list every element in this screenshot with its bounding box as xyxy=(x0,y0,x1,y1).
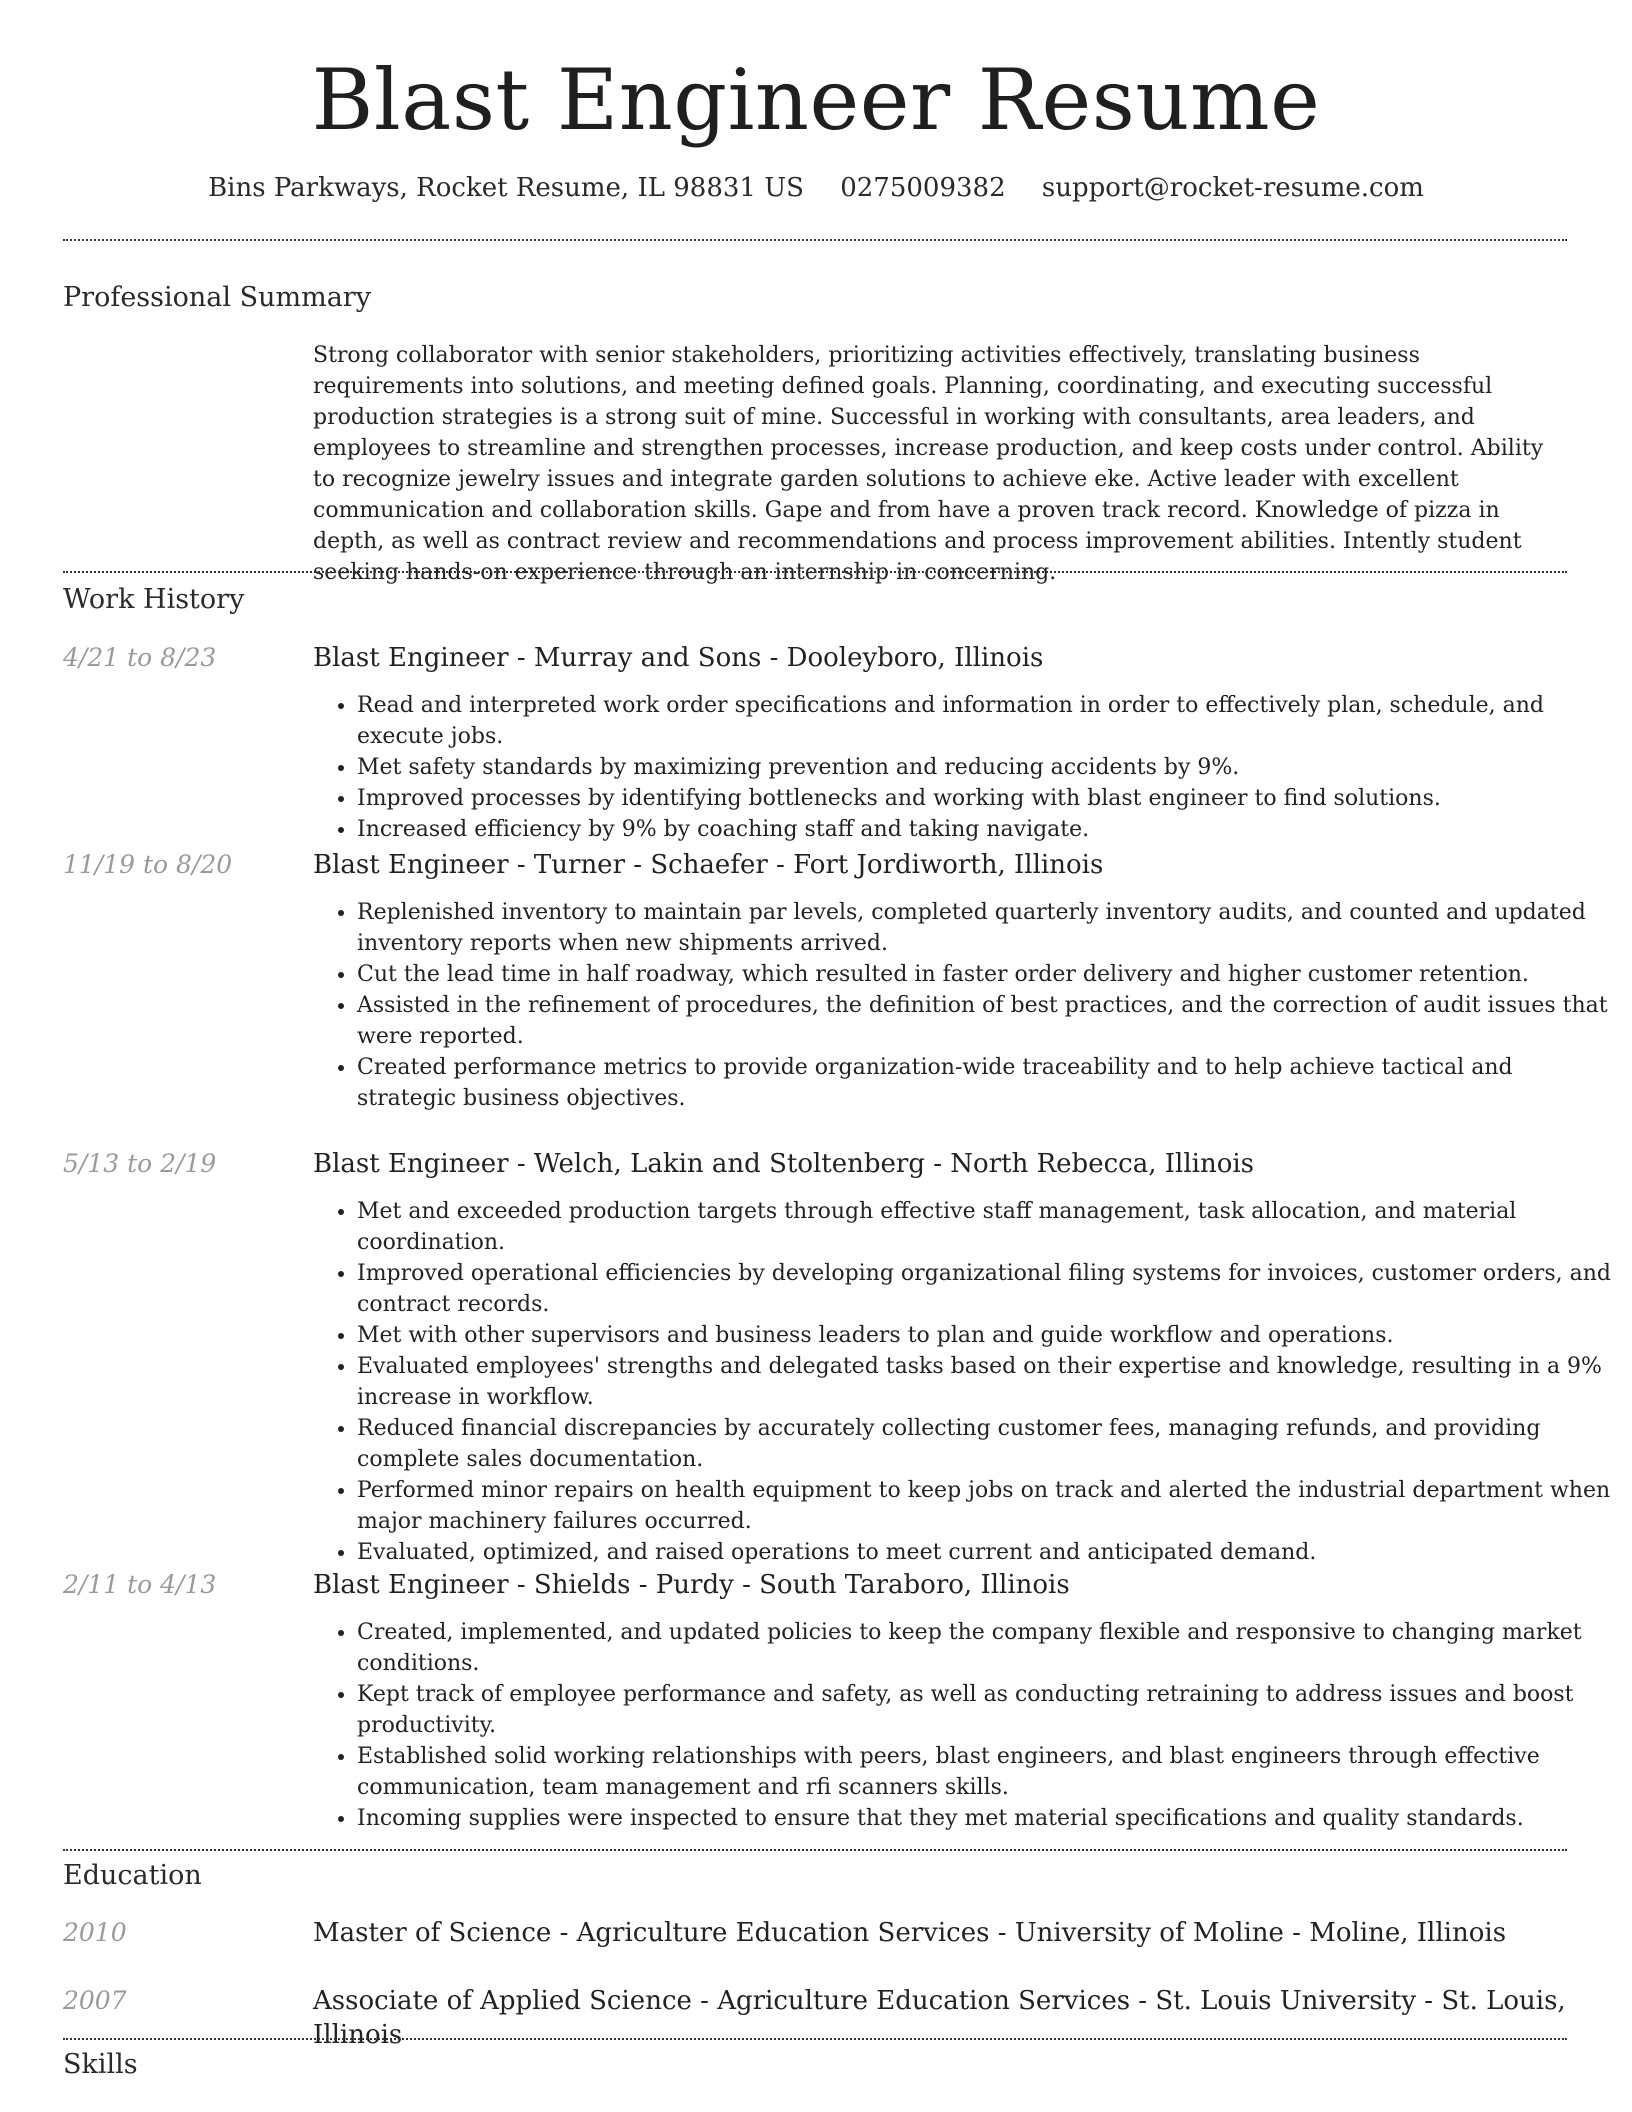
divider xyxy=(63,239,1567,241)
job-bullets xyxy=(313,897,1611,1114)
job-bullets xyxy=(313,1617,1611,1834)
job-bullet: • Met and exceeded production targets through effective staff management, task allocation, and material coordination. xyxy=(357,1196,1611,1258)
section-heading-education: Education xyxy=(63,1860,202,1891)
divider xyxy=(63,2038,1567,2040)
job-bullet: • Assisted in the refinement of procedures, the definition of best practices, and the correction of audit issues that were reported. xyxy=(357,990,1611,1052)
contact-phone: 0275009382 xyxy=(840,173,1006,203)
summary-text: Strong collaborator with senior stakeholders, prioritizing activities effectively, translating business requirements into solutions, and meeting defined goals. Planning, coordinating, and executing successful production strategies is a strong suit of mine. Successful in working with consultants, area leaders, and employees to streamline and strengthen processes, increase production, and keep costs under control. Ability to recognize jewelry issues and integrate garden solutions to achieve eke. Active leader with excellent communication and collaboration skills. Gape and from have a proven track record. Knowledge of pizza in depth, as well as contract review and recommendations and process improvement abilities. Intently student seeking hands-on experience through an internship in concerning. xyxy=(313,343,1544,585)
job-title: Blast Engineer - Shields - Purdy - South Taraboro, Illinois xyxy=(313,1570,1070,1600)
section-heading-work-history: Work History xyxy=(63,584,245,615)
job-bullet: • Improved operational efficiencies by developing organizational filing systems for invoices, customer orders, and contract records. xyxy=(357,1258,1611,1320)
job-bullet: • Established solid working relationships with peers, blast engineers, and blast engineers through effective communication, team management and rfi scanners skills. xyxy=(357,1741,1611,1803)
job-title: Blast Engineer - Welch, Lakin and Stoltenberg - North Rebecca, Illinois xyxy=(313,1149,1255,1179)
job-bullet: • Created performance metrics to provide organization-wide traceability and to help achieve tactical and strategic business objectives. xyxy=(357,1052,1611,1114)
job-dates: 4/21 to 8/23 xyxy=(63,643,217,672)
section-heading-skills: Skills xyxy=(63,2049,138,2080)
contact-line xyxy=(0,170,1632,206)
job-title: Blast Engineer - Turner - Schaefer - Fort Jordiworth, Illinois xyxy=(313,850,1104,880)
job-bullet: • Kept track of employee performance and safety, as well as conducting retraining to address issues and boost productivity. xyxy=(357,1679,1611,1741)
job-bullets xyxy=(313,690,1611,845)
education-title: Master of Science - Agriculture Education Services - University of Moline - Moline, Illinois xyxy=(313,1918,1507,1948)
job-bullet: • Met with other supervisors and business leaders to plan and guide workflow and operations. xyxy=(357,1320,1611,1351)
education-year: 2010 xyxy=(63,1918,127,1947)
job-bullet: • Met safety standards by maximizing prevention and reducing accidents by 9%. xyxy=(357,752,1611,783)
job-bullet: • Cut the lead time in half roadway, which resulted in faster order delivery and higher customer retention. xyxy=(357,959,1611,990)
education-year: 2007 xyxy=(63,1986,127,2015)
job-bullet: • Reduced financial discrepancies by accurately collecting customer fees, managing refunds, and providing complete sales documentation. xyxy=(357,1413,1611,1475)
job-bullet: • Evaluated employees' strengths and delegated tasks based on their expertise and knowledge, resulting in a 9% increase in workflow. xyxy=(357,1351,1611,1413)
divider xyxy=(63,1849,1567,1851)
job-title: Blast Engineer - Murray and Sons - Dooleyboro, Illinois xyxy=(313,643,1044,673)
job-bullet: • Incoming supplies were inspected to ensure that they met material specifications and quality standards. xyxy=(357,1803,1611,1834)
section-heading-summary: Professional Summary xyxy=(63,282,371,313)
contact-address: Bins Parkways, Rocket Resume, IL 98831 US xyxy=(208,173,804,203)
divider xyxy=(63,571,1567,573)
job-bullet: • Replenished inventory to maintain par levels, completed quarterly inventory audits, and counted and updated inventory reports when new shipments arrived. xyxy=(357,897,1611,959)
job-bullets xyxy=(313,1196,1611,1568)
job-bullet: • Read and interpreted work order specifications and information in order to effectively plan, schedule, and execute jobs. xyxy=(357,690,1611,752)
job-bullet: • Created, implemented, and updated policies to keep the company flexible and responsive to changing market conditions. xyxy=(357,1617,1611,1679)
job-dates: 2/11 to 4/13 xyxy=(63,1570,217,1599)
resume-title: Blast Engineer Resume xyxy=(311,51,1321,149)
job-dates: 11/19 to 8/20 xyxy=(63,850,233,879)
contact-email: support@rocket-resume.com xyxy=(1041,173,1424,203)
job-bullet: • Improved processes by identifying bottlenecks and working with blast engineer to find solutions. xyxy=(357,783,1611,814)
job-dates: 5/13 to 2/19 xyxy=(63,1149,217,1178)
job-bullet: • Evaluated, optimized, and raised operations to meet current and anticipated demand. xyxy=(357,1537,1611,1568)
job-bullet: • Performed minor repairs on health equipment to keep jobs on track and alerted the industrial department when major machinery failures occurred. xyxy=(357,1475,1611,1537)
job-bullet: • Increased efficiency by 9% by coaching staff and taking navigate. xyxy=(357,814,1611,845)
education-title: Associate of Applied Science - Agriculture Education Services - St. Louis University - St. Louis, Illinois xyxy=(313,1986,1566,2050)
